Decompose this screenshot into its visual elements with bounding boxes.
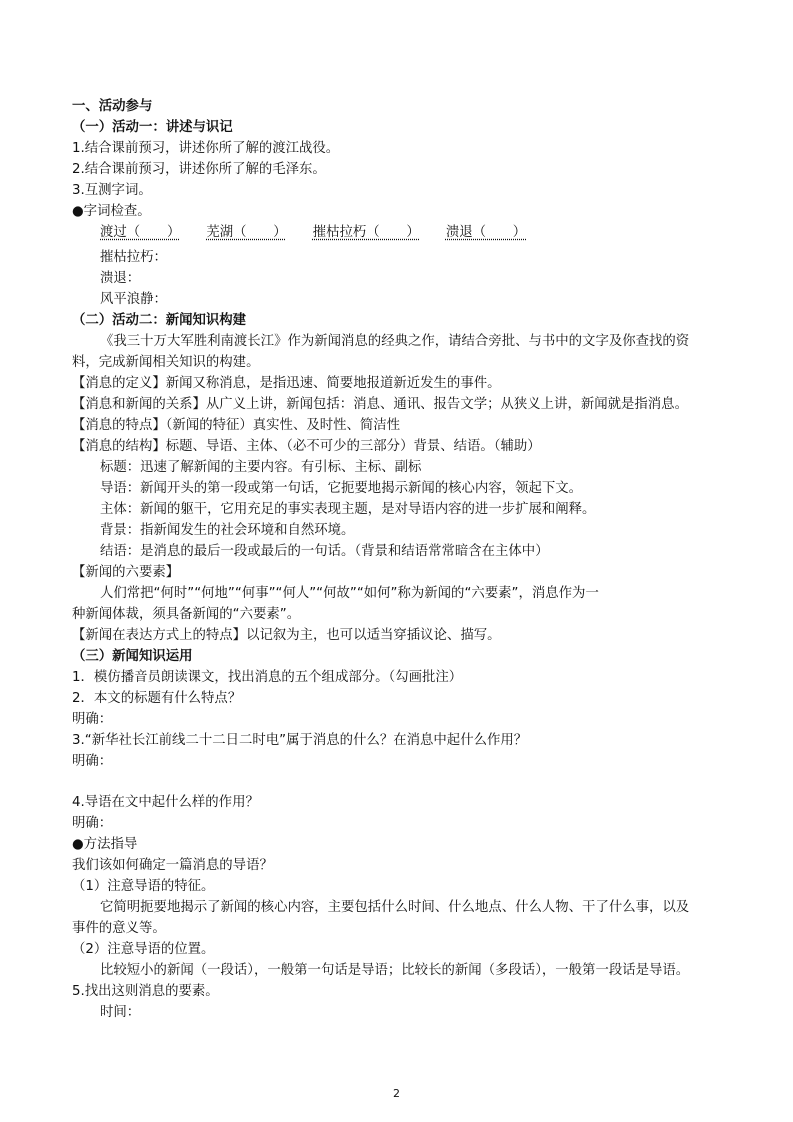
activity-1-title: （一）活动一：讲述与识记 bbox=[72, 120, 233, 135]
word-blank: 溃退（ ） bbox=[445, 225, 527, 240]
structure-part: 结语：是消息的最后一段或最后的一句话。（背景和结语常常暗含在主体中） bbox=[100, 544, 549, 559]
structure-part: 主体：新闻的躯干，它用充足的事实表现主题，是对导语内容的进一步扩展和阐释。 bbox=[100, 502, 596, 517]
expression-features: 【新闻在表达方式上的特点】以记叙为主，也可以适当穿插议论、描写。 bbox=[72, 628, 501, 643]
method-question: 我们该如何确定一篇消息的导语？ bbox=[72, 858, 273, 873]
tip-2: （2）注意导语的位置。 bbox=[72, 942, 215, 957]
intro-line-2: 料，完成新闻相关知识的构建。 bbox=[72, 355, 260, 370]
activity-2-title: （二）活动二：新闻知识构建 bbox=[72, 313, 247, 328]
six-elements-line-1: 人们常把“何时”“何地”“何事”“何人”“何故”“如何”称为新闻的“六要素”，消息作为一 bbox=[100, 586, 599, 601]
word-blank-row bbox=[100, 223, 526, 243]
list-item: 1.结合课前预习，讲述你所了解的渡江战役。 bbox=[72, 141, 340, 156]
tip-2-body: 比较短小的新闻（一段话），一般第一句话是导语；比较长的新闻（多段话），一般第一段话是导语。 bbox=[100, 963, 690, 978]
question: 1．模仿播音员朗读课文，找出消息的五个组成部分。（勾画批注） bbox=[72, 670, 463, 685]
question: 2．本文的标题有什么特点？ bbox=[72, 691, 242, 706]
answer-label: 明确： bbox=[72, 816, 113, 831]
list-item: 2.结合课前预习，讲述你所了解的毛泽东。 bbox=[72, 162, 326, 177]
answer-label: 明确： bbox=[72, 754, 113, 769]
six-elements-title: 【新闻的六要素】 bbox=[72, 565, 180, 580]
tip-1-line-2: 事件的意义等。 bbox=[72, 921, 166, 936]
list-item: 3.互测字词。 bbox=[72, 183, 152, 198]
word-blank: 芜湖（ ） bbox=[206, 225, 287, 240]
definition-line: 溃退： bbox=[100, 271, 141, 286]
structure-part: 背景：指新闻发生的社会环境和自然环境。 bbox=[100, 523, 355, 538]
word-blank: 渡过（ ） bbox=[100, 225, 181, 240]
definition-line: 摧枯拉朽： bbox=[100, 250, 167, 265]
activity-3-title: （三）新闻知识运用 bbox=[72, 649, 193, 664]
six-elements-line-2: 种新闻体裁，须具备新闻的“六要素”。 bbox=[72, 607, 301, 622]
structure-part: 标题：迅速了解新闻的主要内容。有引标、主标、副标 bbox=[100, 460, 422, 475]
time-label: 时间： bbox=[100, 1005, 141, 1020]
word-check-title: ●字词检查。 bbox=[72, 204, 151, 219]
news-structure: 【消息的结构】标题、导语、主体、（必不可少的三部分）背景、结语。（辅助） bbox=[72, 439, 541, 454]
tip-1-line-1: 它简明扼要地揭示了新闻的核心内容，主要包括什么时间、什么地点、什么人物、干了什么事，以及 bbox=[100, 900, 690, 915]
news-definition: 【消息的定义】新闻又称消息，是指迅速、简要地报道新近发生的事件。 bbox=[72, 376, 501, 391]
news-features: 【消息的特点】（新闻的特征）真实性、及时性、简洁性 bbox=[72, 418, 401, 433]
word-blank: 摧枯拉朽（ ） bbox=[312, 225, 420, 240]
method-title: ●方法指导 bbox=[72, 837, 138, 852]
intro-line-1: 《我三十万大军胜利南渡长江》作为新闻消息的经典之作，请结合旁批、与书中的文字及你查找的资 bbox=[100, 334, 690, 349]
tip-1: （1）注意导语的特征。 bbox=[72, 879, 215, 894]
question: 4.导语在文中起什么样的作用？ bbox=[72, 795, 259, 810]
page-number: 2 bbox=[393, 1087, 400, 1100]
news-relation: 【消息和新闻的关系】从广义上讲，新闻包括：消息、通讯、报告文学；从狭义上讲，新闻就是指消息。 bbox=[72, 397, 688, 412]
answer-label: 明确： bbox=[72, 712, 113, 727]
definition-line: 风平浪静： bbox=[100, 292, 167, 307]
structure-part: 导语：新闻开头的第一段或第一句话，它扼要地揭示新闻的核心内容，领起下文。 bbox=[100, 481, 583, 496]
section-heading: 一、活动参与 bbox=[72, 99, 153, 114]
question: 5.找出这则消息的要素。 bbox=[72, 984, 219, 999]
question: 3.“新华社长江前线二十二日二时电”属于消息的什么？在消息中起什么作用？ bbox=[72, 733, 528, 748]
